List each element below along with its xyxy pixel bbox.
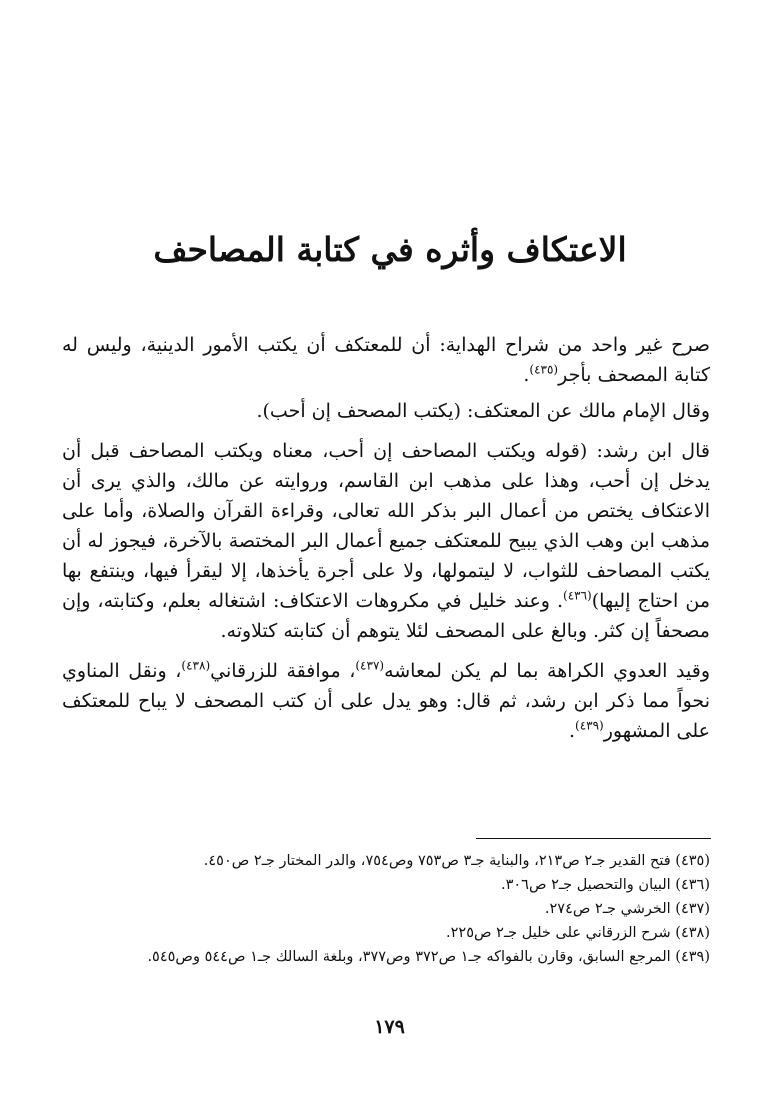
footnote-ref[interactable]: (٤٣٨) (181, 658, 211, 673)
footnotes-list (62, 850, 710, 970)
paragraph-tail: . وعند خليل في مكروهات الاعتكاف: اشتغاله بعلم، وكتابته، وإن مصحفاً إن كثر. وبالغ على المصحف لئلا يتوهم أن كتابته كتلاوته. (62, 590, 710, 642)
page-title: الاعتكاف وأثره في كتابة المصاحف (153, 230, 627, 269)
footnote-ref[interactable]: (٤٣٥) (529, 362, 559, 377)
footnote-ref[interactable]: (٤٣٦) (563, 588, 592, 603)
paragraph-text: ، ونقل المناوي نحواً مما ذكر ابن رشد، ثم قال: وهو يدل على أن كتب المصحف لا يباح للمعتكف على المشهور (62, 660, 710, 742)
footnote-item: (٤٣٩) المرجع السابق، وقارن بالفواكه جـ١ ص٣٧٢ وص٣٧٧، وبلغة السالك جـ١ ص٥٤٤ وص٥٤٥. (147, 949, 710, 965)
footnote-item: (٤٣٦) البيان والتحصيل جـ٢ ص٣٠٦. (500, 877, 710, 893)
paragraph-text: وقال الإمام مالك عن المعتكف: (يكتب المصحف إن أحب). (256, 400, 710, 422)
footnote-ref[interactable]: (٤٣٧) (355, 658, 385, 673)
paragraph-3 (62, 436, 710, 646)
footnote-item: (٤٣٧) الخرشي جـ٢ ص٢٧٤. (544, 901, 710, 917)
footnote-divider (476, 838, 711, 839)
paragraph-tail: . (568, 720, 576, 742)
paragraph-text: قال ابن رشد: (قوله ويكتب المصاحف إن أحب، معناه ويكتب المصاحف قبل أن يدخل إن أحب، وهذا على مذهب ابن القاسم، وروايته عن مالك، والذي يرى أن الاعتكاف يختص من أعمال البر بذكر الله تعالى، وقراءة القرآن والصلاة، وأما على مذهب ابن وهب الذي يبيح للمعتكف جميع أعمال البر المختصة بالآخرة، فيجوز له أن يكتب المصاحف للثواب، لا ليتمولها، ولا على أجرة يأخذها، إلا ليقرأ فيها، وينتفع بها من احتاج إليها) (62, 440, 710, 612)
footnote-item: (٤٣٨) شرح الزرقاني على خليل جـ٢ ص٢٢٥. (446, 925, 710, 941)
footnote-item: (٤٣٥) فتح القدير جـ٢ ص٢١٣، والبناية جـ٣ ص٧٥٣ وص٧٥٤، والدر المختار جـ٢ ص٤٥٠. (203, 853, 710, 869)
main-text (62, 330, 710, 752)
paragraph-text: صرح غير واحد من شراح الهداية: أن للمعتكف أن يكتب الأمور الدينية، وليس له كتابة المصحف بأجر (62, 334, 710, 386)
footnote-ref[interactable]: (٤٣٩) (575, 718, 604, 733)
paragraph-2 (62, 396, 710, 426)
paragraph-1 (62, 330, 710, 390)
page-number: ١٧٩ (374, 1016, 405, 1038)
paragraph-text: ، موافقة للزرقاني (210, 660, 356, 682)
paragraph-4 (62, 656, 710, 746)
paragraph-text: وقيد العدوي الكراهة بما لم يكن لمعاشه (384, 660, 710, 682)
paragraph-tail: . (523, 364, 530, 386)
